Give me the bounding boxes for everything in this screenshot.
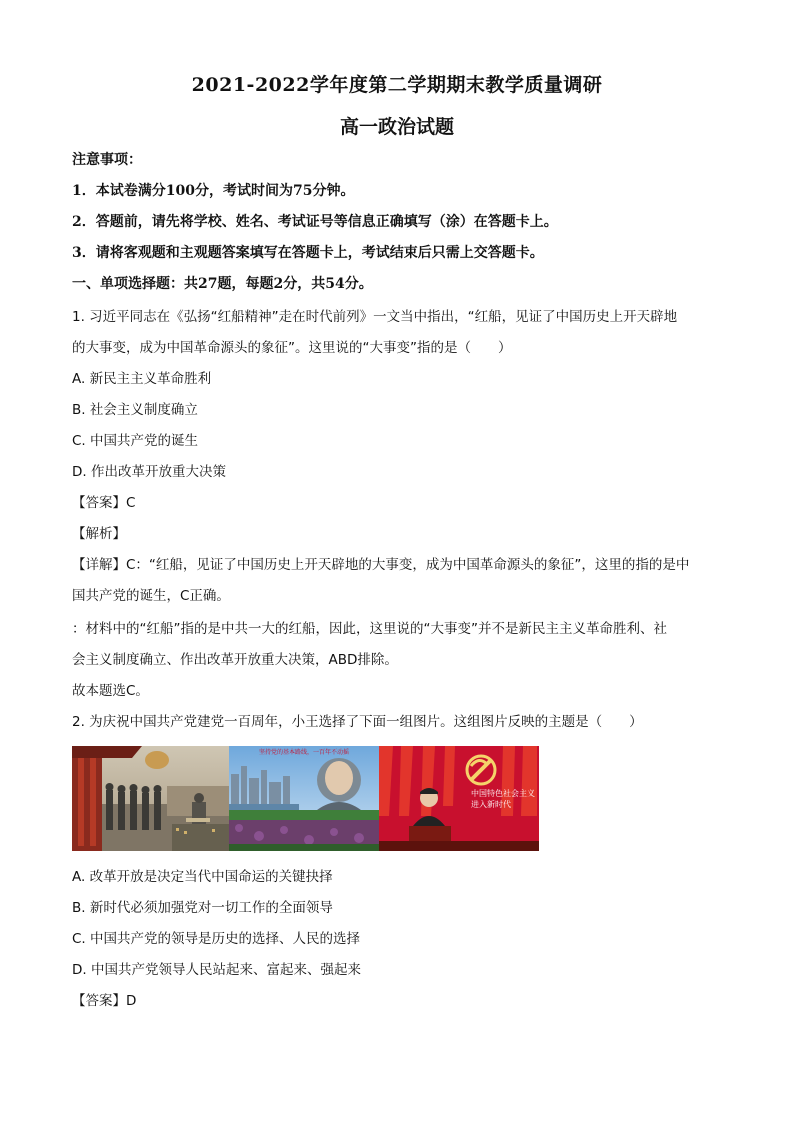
detail-tag: 【详解】 <box>72 557 126 573</box>
answer-tag: 【答案】 <box>72 993 126 1009</box>
founding-ceremony-photo <box>72 746 229 851</box>
q1-analysis-tag: 【解析】 <box>72 526 126 542</box>
q2-stem: 2. 为庆祝中国共产党建党一百周年，小王选择了下面一组图片。这组图片反映的主题是（ ） <box>72 714 643 730</box>
q1-detail-line-3: ：材料中的“红船”指的是中共一大的红船，因此，这里说的“大事变”并不是新民主主义革命胜利、社 <box>72 621 667 637</box>
q1-answer <box>72 494 732 512</box>
q1-option-b: B. 社会主义制度确立 <box>72 402 198 418</box>
exam-subtitle: 高一政治试题 <box>339 116 454 138</box>
q1-detail-line-2: 国共产党的诞生，C正确。 <box>72 588 230 604</box>
q1-detail-line-4: 会主义制度确立、作出改革开放重大决策，ABD排除。 <box>72 652 398 668</box>
answer-value: D <box>126 993 137 1009</box>
q2-option-c: C. 中国共产党的领导是历史的选择、人民的选择 <box>72 931 361 947</box>
q2-option-b: B. 新时代必须加强党对一切工作的全面领导 <box>72 900 333 916</box>
billboard-caption: 坚持党的基本路线，一百年不动摇 <box>259 749 350 756</box>
notice-item-1: 1．本试卷满分100分，考试时间为75分钟。 <box>72 183 355 199</box>
q2-image-strip <box>72 746 539 851</box>
q1-option-d: D. 作出改革开放重大决策 <box>72 464 226 480</box>
q1-stem-line-2: 的大事变，成为中国革命源头的象征”。这里说的“大事变”指的是（ ） <box>72 340 512 356</box>
notice-item-3: 3．请将客观题和主观题答案填写在答题卡上，考试结束后只需上交答题卡。 <box>72 245 544 261</box>
new-era-caption: 中国特色社会主义进入新时代 <box>471 789 535 809</box>
section-heading: 一、单项选择题：共27题，每题2分，共54分。 <box>72 276 373 292</box>
q1-conclusion: 故本题选C。 <box>72 683 149 699</box>
exam-title: 2021-2022学年度第二学期期末教学质量调研 <box>191 74 603 96</box>
answer-value: C <box>126 495 136 511</box>
new-era-photo <box>379 746 539 851</box>
q1-detail-line-1 <box>72 556 732 574</box>
q1-option-c: C. 中国共产党的诞生 <box>72 433 199 449</box>
notice-item-2: 2．答题前，请先将学校、姓名、考试证号等信息正确填写（涂）在答题卡上。 <box>72 214 558 230</box>
answer-tag: 【答案】 <box>72 495 126 511</box>
q2-option-a: A. 改革开放是决定当代中国命运的关键抉择 <box>72 869 333 885</box>
q1-option-a: A. 新民主主义革命胜利 <box>72 371 212 387</box>
q2-option-d: D. 中国共产党领导人民站起来、富起来、强起来 <box>72 962 361 978</box>
notice-heading: 注意事项： <box>72 152 142 168</box>
q2-answer <box>72 992 732 1010</box>
detail-text: C：“红船，见证了中国历史上开天辟地的大事变，成为中国革命源头的象征”，这里的指的是中 <box>126 557 690 573</box>
q1-stem-line-1: 1. 习近平同志在《弘扬“红船精神”走在时代前列》一文当中指出，“红船，见证了中国历史上开天辟地 <box>72 309 678 325</box>
reform-billboard-photo <box>229 746 379 851</box>
